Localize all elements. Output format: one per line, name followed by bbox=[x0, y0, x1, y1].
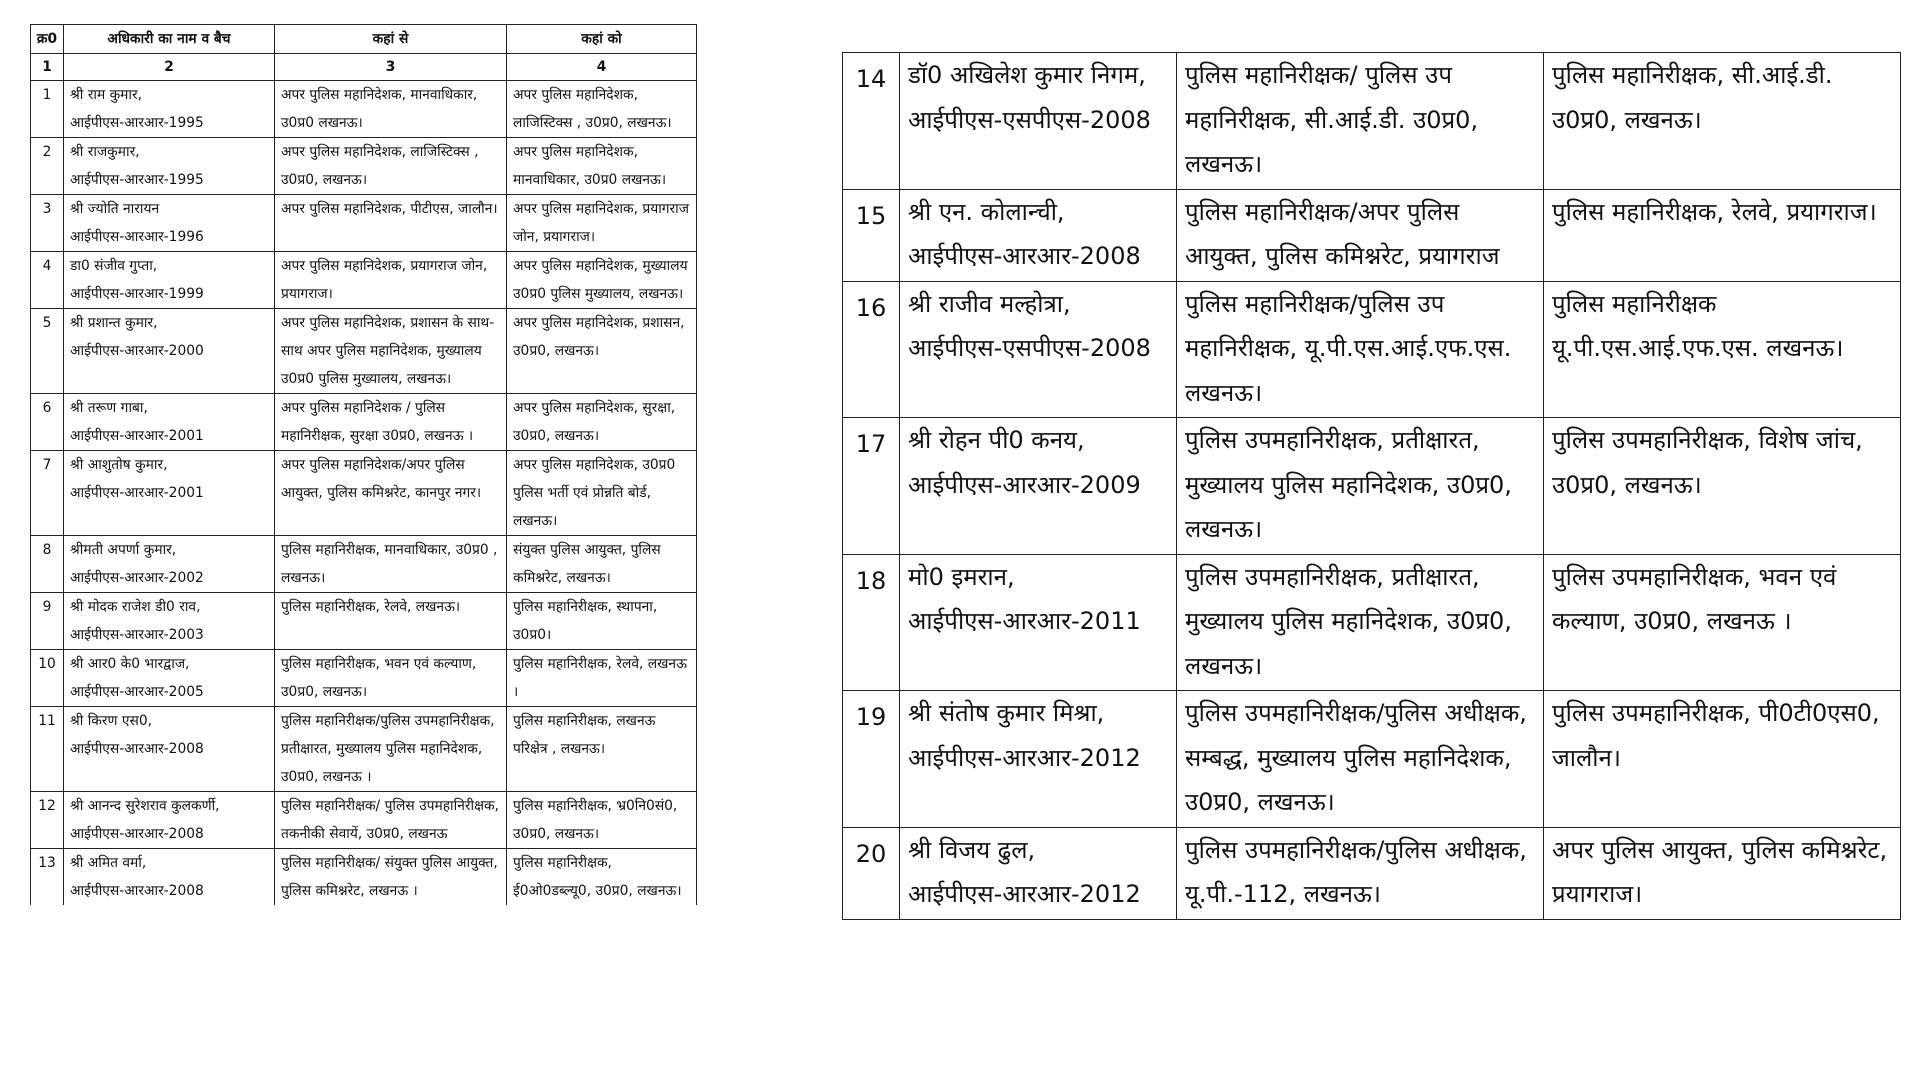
table-row bbox=[31, 849, 697, 906]
column-number: 4 bbox=[507, 54, 697, 81]
officer-cell bbox=[900, 418, 1177, 555]
officer-cell bbox=[64, 849, 275, 906]
officer-name: श्री आशुतोष कुमार, bbox=[70, 457, 168, 473]
officer-cell bbox=[64, 195, 275, 252]
table-row bbox=[843, 281, 1901, 418]
serial-number-cell: 3 bbox=[31, 195, 64, 252]
to-posting-cell: पुलिस महानिरीक्षक, सी.आई.डी. उ0प्र0, लखनऊ। bbox=[1544, 53, 1901, 190]
officer-batch: आईपीएस-आरआर-2011 bbox=[908, 607, 1141, 635]
officer-cell bbox=[64, 792, 275, 849]
serial-number-cell: 9 bbox=[31, 593, 64, 650]
officer-batch: आईपीएस-आरआर-1996 bbox=[70, 229, 204, 245]
officer-cell bbox=[64, 309, 275, 394]
to-posting-cell: पुलिस उपमहानिरीक्षक, पी0टी0एस0, जालौन। bbox=[1544, 691, 1901, 828]
to-posting-cell: पुलिस महानिरीक्षक, रेलवे, लखनऊ । bbox=[507, 650, 697, 707]
to-posting-cell: अपर पुलिस महानिदेशक, प्रशासन, उ0प्र0, लखनऊ। bbox=[507, 309, 697, 394]
officer-batch: आईपीएस-आरआर-2003 bbox=[70, 627, 204, 643]
table-row bbox=[31, 252, 697, 309]
officer-cell bbox=[64, 451, 275, 536]
officer-name: श्री मोदक राजेश डी0 राव, bbox=[70, 599, 201, 615]
from-posting-cell: अपर पुलिस महानिदेशक, प्रयागराज जोन, प्रयागराज। bbox=[275, 252, 507, 309]
table-row bbox=[31, 707, 697, 792]
officer-name: श्री किरण एस0, bbox=[70, 713, 153, 729]
from-posting-cell: पुलिस महानिरीक्षक, रेलवे, लखनऊ। bbox=[275, 593, 507, 650]
from-posting-cell: अपर पुलिस महानिदेशक/अपर पुलिस आयुक्त, पुलिस कमिश्नरेट, कानपुर नगर। bbox=[275, 451, 507, 536]
serial-number-cell: 18 bbox=[843, 554, 900, 691]
officer-name: श्री राजकुमार, bbox=[70, 144, 140, 160]
to-posting-cell: पुलिस उपमहानिरीक्षक, भवन एवं कल्याण, उ0प्र0, लखनऊ । bbox=[1544, 554, 1901, 691]
officer-cell bbox=[900, 691, 1177, 828]
to-posting-cell: पुलिस उपमहानिरीक्षक, विशेष जांच, उ0प्र0, लखनऊ। bbox=[1544, 418, 1901, 555]
officer-name: डॉ0 अखिलेश कुमार निगम, bbox=[908, 61, 1146, 89]
serial-number-cell: 12 bbox=[31, 792, 64, 849]
officer-cell bbox=[64, 252, 275, 309]
officer-cell bbox=[64, 394, 275, 451]
from-posting-cell: पुलिस महानिरीक्षक/पुलिस उपमहानिरीक्षक, प्रतीक्षारत, मुख्यालय पुलिस महानिदेशक, उ0प्र0, लखनऊ । bbox=[275, 707, 507, 792]
column-number: 1 bbox=[31, 54, 64, 81]
officer-batch: आईपीएस-आरआर-2001 bbox=[70, 485, 204, 501]
officer-cell bbox=[64, 707, 275, 792]
table-row bbox=[843, 53, 1901, 190]
officer-name: श्री तरूण गाबा, bbox=[70, 400, 148, 416]
table-row bbox=[31, 81, 697, 138]
from-posting-cell: पुलिस उपमहानिरीक्षक/पुलिस अधीक्षक, यू.पी.-112, लखनऊ। bbox=[1177, 827, 1544, 919]
officer-name: श्री विजय ढुल, bbox=[908, 835, 1036, 864]
serial-number-cell: 6 bbox=[31, 394, 64, 451]
to-posting-cell: अपर पुलिस महानिदेशक, मुख्यालय उ0प्र0 पुलिस मुख्यालय, लखनऊ। bbox=[507, 252, 697, 309]
officer-name: श्री प्रशान्त कुमार, bbox=[70, 315, 158, 331]
officer-batch: आईपीएस-आरआर-1995 bbox=[70, 172, 204, 188]
table-row bbox=[31, 650, 697, 707]
table-row bbox=[843, 418, 1901, 555]
from-posting-cell: पुलिस महानिरीक्षक/ पुलिस उपमहानिरीक्षक, तकनीकी सेवायें, उ0प्र0, लखनऊ bbox=[275, 792, 507, 849]
header-to: कहां को bbox=[507, 25, 697, 54]
serial-number-cell: 15 bbox=[843, 189, 900, 281]
column-number-row bbox=[31, 54, 697, 81]
officer-batch: आईपीएस-आरआर-2008 bbox=[70, 826, 204, 842]
to-posting-cell: अपर पुलिस महानिदेशक, मानवाधिकार, उ0प्र0 लखनऊ। bbox=[507, 138, 697, 195]
table-row bbox=[843, 827, 1901, 919]
table-row bbox=[843, 691, 1901, 828]
officer-cell bbox=[900, 281, 1177, 418]
serial-number-cell: 16 bbox=[843, 281, 900, 418]
officer-name: श्री संतोष कुमार मिश्रा, bbox=[908, 699, 1105, 727]
to-posting-cell: पुलिस महानिरीक्षक, स्थापना, उ0प्र0। bbox=[507, 593, 697, 650]
to-posting-cell: पुलिस महानिरीक्षक, भ्र0नि0सं0, उ0प्र0, लखनऊ। bbox=[507, 792, 697, 849]
serial-number-cell: 11 bbox=[31, 707, 64, 792]
transfer-table-part-1 bbox=[30, 24, 697, 905]
to-posting-cell: पुलिस महानिरीक्षक, ई0ओ0डब्ल्यू0, उ0प्र0, लखनऊ। bbox=[507, 849, 697, 906]
serial-number-cell: 17 bbox=[843, 418, 900, 555]
serial-number-cell: 19 bbox=[843, 691, 900, 828]
officer-batch: आईपीएस-आरआर-2012 bbox=[908, 880, 1141, 908]
to-posting-cell: पुलिस महानिरीक्षक यू.पी.एस.आई.एफ.एस. लखनऊ। bbox=[1544, 281, 1901, 418]
officer-name: श्री अमित वर्मा, bbox=[70, 855, 147, 871]
officer-name: श्री रोहन पी0 कनय, bbox=[908, 426, 1085, 454]
officer-name: श्री आर0 के0 भारद्वाज, bbox=[70, 656, 190, 672]
officer-batch: आईपीएस-आरआर-2012 bbox=[908, 743, 1141, 772]
officer-cell bbox=[64, 81, 275, 138]
header-officer-name-batch: अधिकारी का नाम व बैच bbox=[64, 25, 275, 54]
officer-batch: आईपीएस-आरआर-2009 bbox=[908, 470, 1141, 499]
officer-cell bbox=[900, 189, 1177, 281]
from-posting-cell: अपर पुलिस महानिदेशक, मानवाधिकार, उ0प्र0 लखनऊ। bbox=[275, 81, 507, 138]
from-posting-cell: अपर पुलिस महानिदेशक, प्रशासन के साथ-साथ अपर पुलिस महानिदेशक, मुख्यालय उ0प्र0 पुलिस मुख्यालय, लखनऊ। bbox=[275, 309, 507, 394]
serial-number-cell: 1 bbox=[31, 81, 64, 138]
serial-number-cell: 20 bbox=[843, 827, 900, 919]
to-posting-cell: पुलिस महानिरीक्षक, रेलवे, प्रयागराज। bbox=[1544, 189, 1901, 281]
table-row bbox=[31, 394, 697, 451]
officer-cell bbox=[900, 53, 1177, 190]
table-row bbox=[843, 554, 1901, 691]
to-posting-cell: संयुक्त पुलिस आयुक्त, पुलिस कमिश्नरेट, लखनऊ। bbox=[507, 536, 697, 593]
officer-name: श्री ज्योति नारायन bbox=[70, 201, 160, 217]
header-from: कहां से bbox=[275, 25, 507, 54]
officer-cell bbox=[900, 554, 1177, 691]
serial-number-cell: 8 bbox=[31, 536, 64, 593]
table-row bbox=[31, 451, 697, 536]
officer-cell bbox=[64, 536, 275, 593]
officer-cell bbox=[64, 593, 275, 650]
from-posting-cell: पुलिस महानिरीक्षक/पुलिस उप महानिरीक्षक, यू.पी.एस.आई.एफ.एस. लखनऊ। bbox=[1177, 281, 1544, 418]
officer-cell bbox=[900, 827, 1177, 919]
to-posting-cell: अपर पुलिस महानिदेशक, प्रयागराज जोन, प्रयागराज। bbox=[507, 195, 697, 252]
serial-number-cell: 14 bbox=[843, 53, 900, 190]
officer-batch: आईपीएस-आरआर-2005 bbox=[70, 684, 204, 700]
officer-name: श्री राजीव मल्होत्रा, bbox=[908, 289, 1071, 318]
officer-name: मो0 इमरान, bbox=[908, 562, 1015, 591]
from-posting-cell: अपर पुलिस महानिदेशक, लाजिस्टिक्स , उ0प्र0, लखनऊ। bbox=[275, 138, 507, 195]
officer-batch: आईपीएस-एसपीएस-2008 bbox=[908, 105, 1151, 134]
officer-name: डा0 संजीव गुप्ता, bbox=[70, 258, 158, 274]
officer-batch: आईपीएस-आरआर-2002 bbox=[70, 570, 204, 586]
header-row bbox=[31, 25, 697, 54]
officer-name: श्री आनन्द सुरेशराव कुलकर्णी, bbox=[70, 798, 220, 814]
to-posting-cell: पुलिस महानिरीक्षक, लखनऊ परिक्षेत्र , लखनऊ। bbox=[507, 707, 697, 792]
officer-batch: आईपीएस-आरआर-2000 bbox=[70, 343, 204, 359]
from-posting-cell: पुलिस महानिरीक्षक/ पुलिस उप महानिरीक्षक, सी.आई.डी. उ0प्र0, लखनऊ। bbox=[1177, 53, 1544, 190]
to-posting-cell: अपर पुलिस महानिदेशक, उ0प्र0 पुलिस भर्ती एवं प्रोन्नति बोर्ड, लखनऊ। bbox=[507, 451, 697, 536]
officer-batch: आईपीएस-आरआर-1995 bbox=[70, 115, 204, 131]
officer-batch: आईपीएस-आरआर-1999 bbox=[70, 286, 204, 302]
from-posting-cell: पुलिस उपमहानिरीक्षक/पुलिस अधीक्षक, सम्बद्ध, मुख्यालय पुलिस महानिदेशक, उ0प्र0, लखनऊ। bbox=[1177, 691, 1544, 828]
from-posting-cell: पुलिस महानिरीक्षक, मानवाधिकार, उ0प्र0 , लखनऊ। bbox=[275, 536, 507, 593]
officer-batch: आईपीएस-आरआर-2008 bbox=[70, 741, 204, 757]
transfer-table-part-2 bbox=[842, 52, 1901, 920]
table-row bbox=[31, 195, 697, 252]
officer-batch: आईपीएस-एसपीएस-2008 bbox=[908, 334, 1151, 362]
serial-number-cell: 13 bbox=[31, 849, 64, 906]
serial-number-cell: 7 bbox=[31, 451, 64, 536]
to-posting-cell: अपर पुलिस महानिदेशक, सुरक्षा, उ0प्र0, लखनऊ। bbox=[507, 394, 697, 451]
serial-number-cell: 2 bbox=[31, 138, 64, 195]
from-posting-cell: पुलिस उपमहानिरीक्षक, प्रतीक्षारत, मुख्यालय पुलिस महानिदेशक, उ0प्र0, लखनऊ। bbox=[1177, 418, 1544, 555]
serial-number-cell: 10 bbox=[31, 650, 64, 707]
officer-batch: आईपीएस-आरआर-2008 bbox=[908, 242, 1141, 270]
to-posting-cell: अपर पुलिस आयुक्त, पुलिस कमिश्नरेट, प्रयागराज। bbox=[1544, 827, 1901, 919]
table-row bbox=[31, 309, 697, 394]
header-serial: क्र0 bbox=[31, 25, 64, 54]
serial-number-cell: 5 bbox=[31, 309, 64, 394]
to-posting-cell: अपर पुलिस महानिदेशक, लाजिस्टिक्स , उ0प्र0, लखनऊ। bbox=[507, 81, 697, 138]
from-posting-cell: पुलिस उपमहानिरीक्षक, प्रतीक्षारत, मुख्यालय पुलिस महानिदेशक, उ0प्र0, लखनऊ। bbox=[1177, 554, 1544, 691]
officer-name: श्री राम कुमार, bbox=[70, 87, 143, 103]
from-posting-cell: अपर पुलिस महानिदेशक, पीटीएस, जालौन। bbox=[275, 195, 507, 252]
table-row bbox=[843, 189, 1901, 281]
officer-cell bbox=[64, 138, 275, 195]
from-posting-cell: अपर पुलिस महानिदेशक / पुलिस महानिरीक्षक, सुरक्षा उ0प्र0, लखनऊ । bbox=[275, 394, 507, 451]
officer-cell bbox=[64, 650, 275, 707]
column-number: 2 bbox=[64, 54, 275, 81]
from-posting-cell: पुलिस महानिरीक्षक, भवन एवं कल्याण, उ0प्र0, लखनऊ। bbox=[275, 650, 507, 707]
table-row bbox=[31, 792, 697, 849]
officer-name: श्री एन. कोलान्ची, bbox=[908, 197, 1065, 226]
column-number: 3 bbox=[275, 54, 507, 81]
officer-batch: आईपीएस-आरआर-2001 bbox=[70, 428, 204, 444]
officer-name: श्रीमती अपर्णा कुमार, bbox=[70, 542, 177, 558]
table-row bbox=[31, 536, 697, 593]
table-row bbox=[31, 138, 697, 195]
table-row bbox=[31, 593, 697, 650]
officer-batch: आईपीएस-आरआर-2008 bbox=[70, 883, 204, 899]
from-posting-cell: पुलिस महानिरीक्षक/अपर पुलिस आयुक्त, पुलिस कमिश्नरेट, प्रयागराज bbox=[1177, 189, 1544, 281]
from-posting-cell: पुलिस महानिरीक्षक/ संयुक्त पुलिस आयुक्त, पुलिस कमिश्नरेट, लखनऊ । bbox=[275, 849, 507, 906]
serial-number-cell: 4 bbox=[31, 252, 64, 309]
